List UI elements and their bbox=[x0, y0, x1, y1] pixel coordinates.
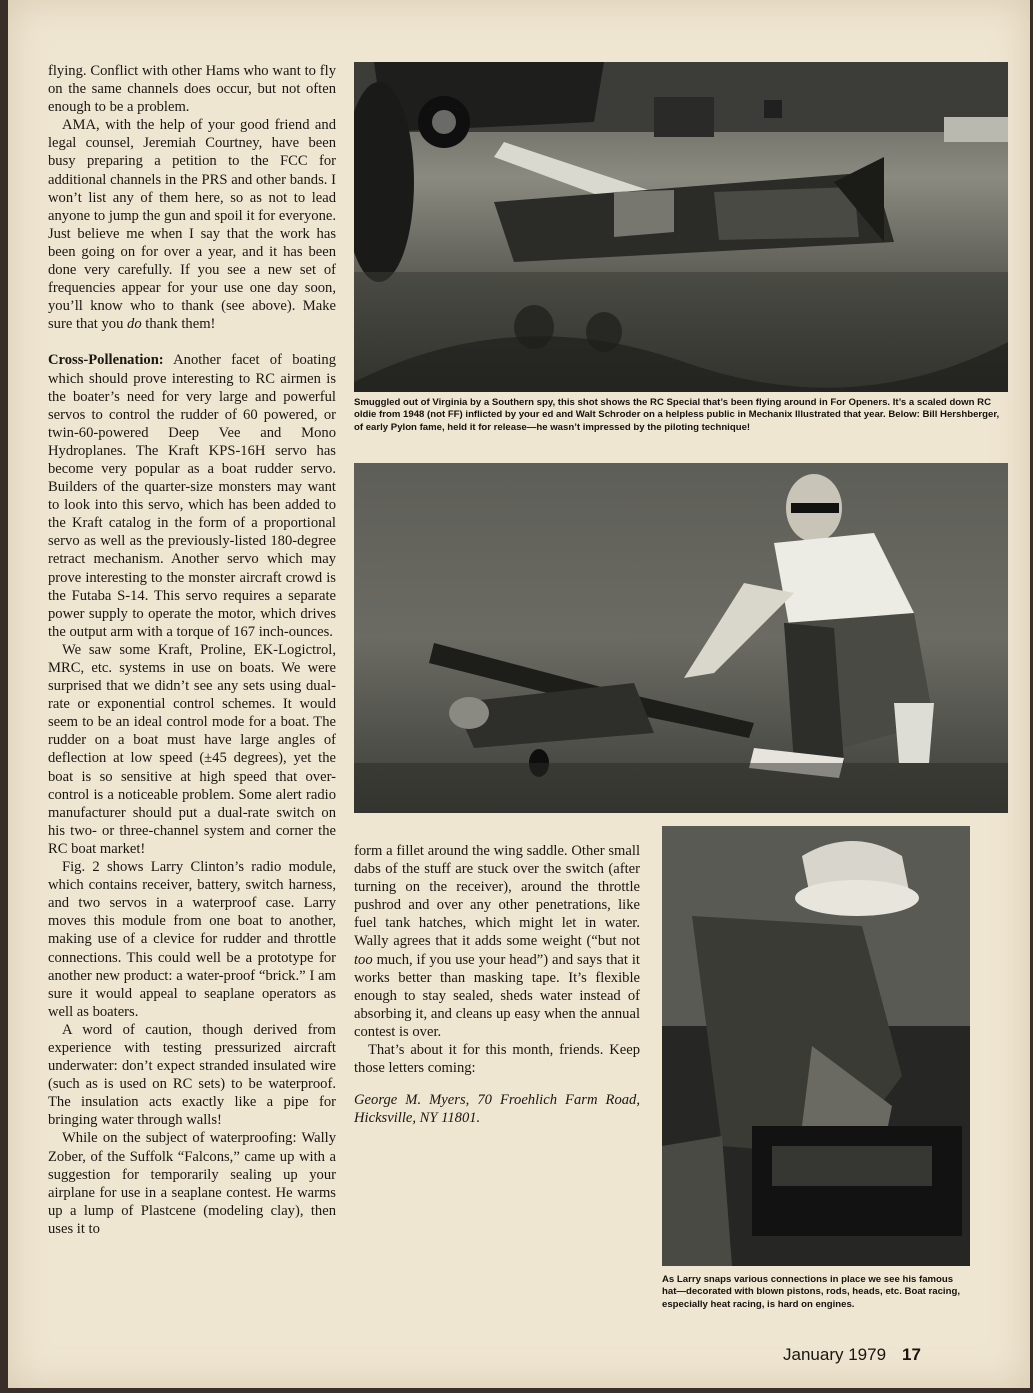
author-signature: George M. Myers, 70 Froehlich Farm Road, Hicksville, NY 11801. bbox=[354, 1092, 640, 1127]
text-run: AMA, with the help of your good friend and legal counsel, Jeremiah Courtney, have been busy preparing a petition to the FCC for additional channels in the PRS and other bands. I won’t list any of them here, so as not to lead anyone to jump the gun and spoil it for everyone. Just believe me when I say that the work has been going on for over a year, and it has been done very carefully. If you see a new set of frequencies appear for your use one day soon, you’ll know who to thank (see above). Make sure that you bbox=[48, 117, 336, 333]
middle-text-column bbox=[354, 842, 640, 1127]
text-run: We saw some Kraft, Proline, EK-Logictrol, MRC, etc. systems in use on boats. We were surprised that we didn’t see any sets using dual-rate or exponential control schemes. It would seem to be an ideal control mode for a boat. The rudder on a boat must have large angles of deflection at low speed (±45 degrees), yet the boat is so sensitive at high speed that over-control is a noticeable problem. Some alert radio manufacturer should put a dual-rate switch on his two- or three-channel system and corner the RC boat market! bbox=[48, 641, 336, 857]
left-text-column bbox=[48, 62, 336, 1238]
paragraph bbox=[48, 1129, 336, 1238]
caption-top-photos: Smuggled out of Virginia by a Southern spy, this shot shows the RC Special that’s been flying around in For Openers. It’s a scaled down RC oldie from 1948 (not FF) inflicted by your ed and Walt Schroder on a helpless public in Mechanix Illustrated that year. Below: Bill Hershberger, of early Pylon fame, held it for release—he wasn’t impressed by the piloting technique! bbox=[354, 397, 1000, 433]
photo-man-holding-airplane bbox=[354, 463, 1008, 813]
emphasis: do bbox=[127, 316, 142, 333]
photo-larry-with-hat bbox=[662, 826, 970, 1266]
paragraph bbox=[48, 1021, 336, 1130]
middle-paragraphs bbox=[354, 842, 640, 1077]
paragraph bbox=[354, 1041, 640, 1077]
caption-bottom-photo: As Larry snaps various connections in place we see his famous hat—decorated with blown pistons, rods, heads, etc. Boat racing, especially heat racing, is hard on engines. bbox=[662, 1274, 960, 1310]
text-run: That’s about it for this month, friends. Keep those letters coming: bbox=[354, 1042, 640, 1077]
emphasis: too bbox=[354, 951, 373, 968]
paragraph bbox=[48, 641, 336, 858]
section-heading: Cross-Pollenation: bbox=[48, 352, 164, 369]
photo-airplane-on-grass bbox=[354, 62, 1008, 392]
paragraph bbox=[48, 351, 336, 641]
text-run: form a fillet around the wing saddle. Other small dabs of the stuff are stuck over the switch (after turning on the receiver), around the throttle pushrod and over any other penetrations, like fuel tank hatches, which might let in water. Wally agrees that it adds some weight (“but not bbox=[354, 843, 640, 950]
paragraph bbox=[48, 116, 336, 333]
text-run: A word of caution, though derived from experience with testing pressurized aircraft underwater: don’t expect stranded insulated wire (such as is used on RC sets) to be waterproof. The insulation acts exactly like a pipe for bringing water through walls! bbox=[48, 1021, 336, 1129]
text-run: much, if you use your head”) and says that it works better than masking tape. It’s flexible enough to stay sealed, sheds water instead of absorbing it, and cleans up easy when the annual contest is over. bbox=[354, 951, 640, 1040]
text-run: flying. Conflict with other Hams who want to fly on the same channels does occur, but not often enough to be a problem. bbox=[48, 63, 336, 116]
page-number: 17 bbox=[902, 1345, 921, 1364]
magazine-page bbox=[8, 0, 1030, 1388]
paragraph bbox=[48, 858, 336, 1021]
text-run: thank them! bbox=[141, 316, 216, 333]
issue-date: January 1979 bbox=[783, 1345, 887, 1364]
text-run: Another facet of boating which should prove interesting to RC airmen is the boater’s need for very large and powerful servos to control the rudder of 60 powered, or twin-60-powered Deep Vee and Mono Hydroplanes. The Kraft KPS-16H servo has become very popular as a boat rudder servo. Builders of the quarter-size monsters may want to look into this servo, which has been added to the Kraft catalog in the form of a proportional servo as well as the previously-listed 180-degree retract mechanism. Another servo which may prove interesting to the monster aircraft crowd is the Futaba S-14. This servo requires a separate power supply to operate the motor, which drives the output arm with a torque of 167 inch-ounces. bbox=[48, 352, 336, 640]
page-footer bbox=[783, 1345, 921, 1365]
text-run: Fig. 2 shows Larry Clinton’s radio module, which contains receiver, battery, switch harness, and two servos in a waterproof case. Larry moves this module from one boat to another, making use of a clevice for rudder and throttle connections. This could well be a prototype for another new product: a water-proof “brick.” I am sure it would appeal to seaplane operators as well as boaters. bbox=[48, 859, 336, 1020]
text-run: While on the subject of waterproofing: Wally Zober, of the Suffolk “Falcons,” came up with a suggestion for temporarily sealing up your airplane for use in a seaplane contest. He warms up a lump of Plastcene (modeling clay), then uses it to bbox=[48, 1130, 336, 1237]
paragraph bbox=[48, 62, 336, 116]
paragraph bbox=[354, 842, 640, 1041]
